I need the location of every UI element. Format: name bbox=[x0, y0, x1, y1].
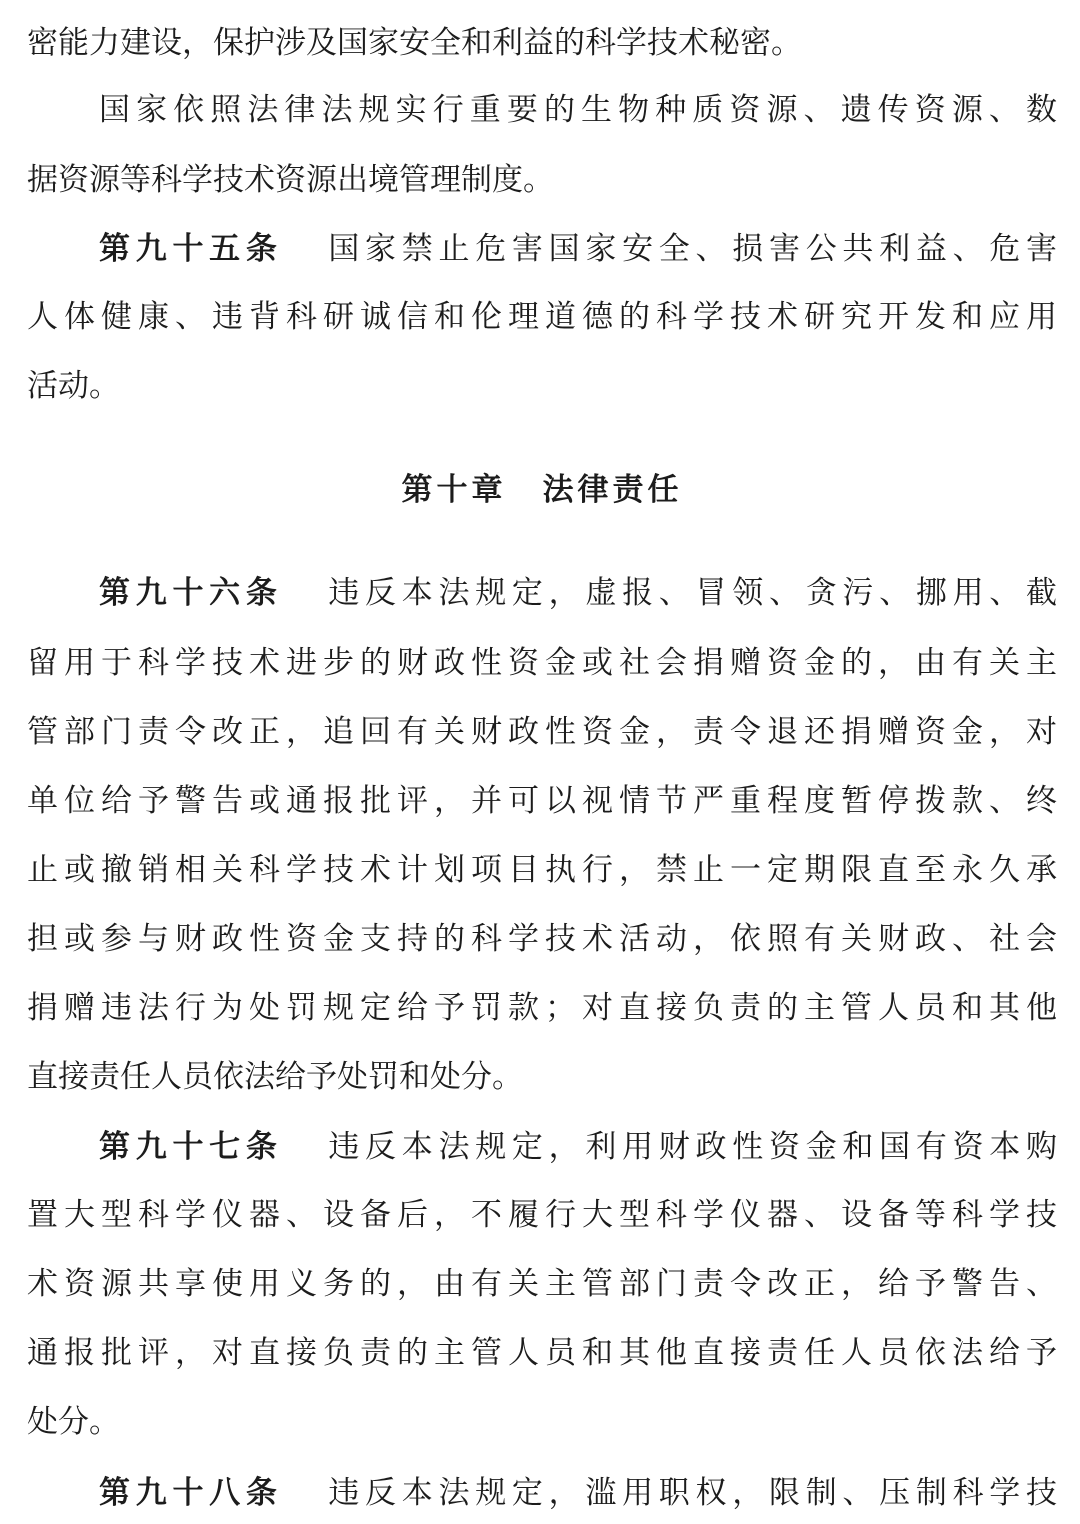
paragraph-line: 据资源等科学技术资源出境管理制度。 bbox=[27, 162, 554, 198]
paragraph-line: 捐赠违法行为处罚规定给予罚款；对直接负责的主管人员和其他 bbox=[27, 990, 1057, 1026]
chapter-heading bbox=[27, 465, 1057, 515]
article-97-first-line bbox=[99, 1124, 1057, 1170]
paragraph-line: 单位给予警告或通报批评，并可以视情节严重程度暂停拨款、终 bbox=[27, 783, 1057, 819]
paragraph-line: 置大型科学仪器、设备后，不履行大型科学仪器、设备等科学技 bbox=[27, 1197, 1057, 1233]
article-label: 第九十六条 bbox=[99, 575, 283, 611]
paragraph-line: 处分。 bbox=[27, 1404, 120, 1440]
chapter-title: 法律责任 bbox=[542, 472, 683, 508]
paragraph-line: 通报批评，对直接负责的主管人员和其他直接责任人员依法给予 bbox=[27, 1335, 1057, 1371]
paragraph-line: 活动。 bbox=[27, 368, 120, 404]
article-96-first-line bbox=[99, 570, 1057, 616]
article-text: 国家禁止危害国家安全、损害公共利益、危害 bbox=[322, 231, 1058, 267]
paragraph-line: 止或撤销相关科学技术计划项目执行，禁止一定期限直至永久承 bbox=[27, 852, 1057, 888]
article-label: 第九十五条 bbox=[99, 231, 283, 267]
paragraph-line: 密能力建设，保护涉及国家安全和利益的科学技术秘密。 bbox=[27, 25, 802, 61]
article-label: 第九十八条 bbox=[99, 1475, 283, 1511]
paragraph-line: 担或参与财政性资金支持的科学技术活动，依照有关财政、社会 bbox=[27, 921, 1057, 957]
article-98-first-line bbox=[99, 1470, 1057, 1516]
paragraph-line: 直接责任人员依法给予处罚和处分。 bbox=[27, 1059, 523, 1095]
paragraph-line: 人体健康、违背科研诚信和伦理道德的科学技术研究开发和应用 bbox=[27, 299, 1057, 335]
chapter-number: 第十章 bbox=[401, 472, 507, 508]
article-text: 违反本法规定，滥用职权，限制、压制科学技 bbox=[322, 1475, 1058, 1511]
article-text: 违反本法规定，利用财政性资金和国有资本购 bbox=[322, 1129, 1058, 1165]
paragraph-line: 国家依照法律法规实行重要的生物种质资源、遗传资源、数 bbox=[99, 92, 1057, 128]
paragraph-line: 留用于科学技术进步的财政性资金或社会捐赠资金的，由有关主 bbox=[27, 645, 1057, 681]
paragraph-line: 术资源共享使用义务的，由有关主管部门责令改正，给予警告、 bbox=[27, 1266, 1057, 1302]
article-label: 第九十七条 bbox=[99, 1129, 283, 1165]
article-95-first-line bbox=[99, 226, 1057, 272]
article-text: 违反本法规定，虚报、冒领、贪污、挪用、截 bbox=[322, 575, 1058, 611]
paragraph-line: 管部门责令改正，追回有关财政性资金，责令退还捐赠资金，对 bbox=[27, 714, 1057, 750]
